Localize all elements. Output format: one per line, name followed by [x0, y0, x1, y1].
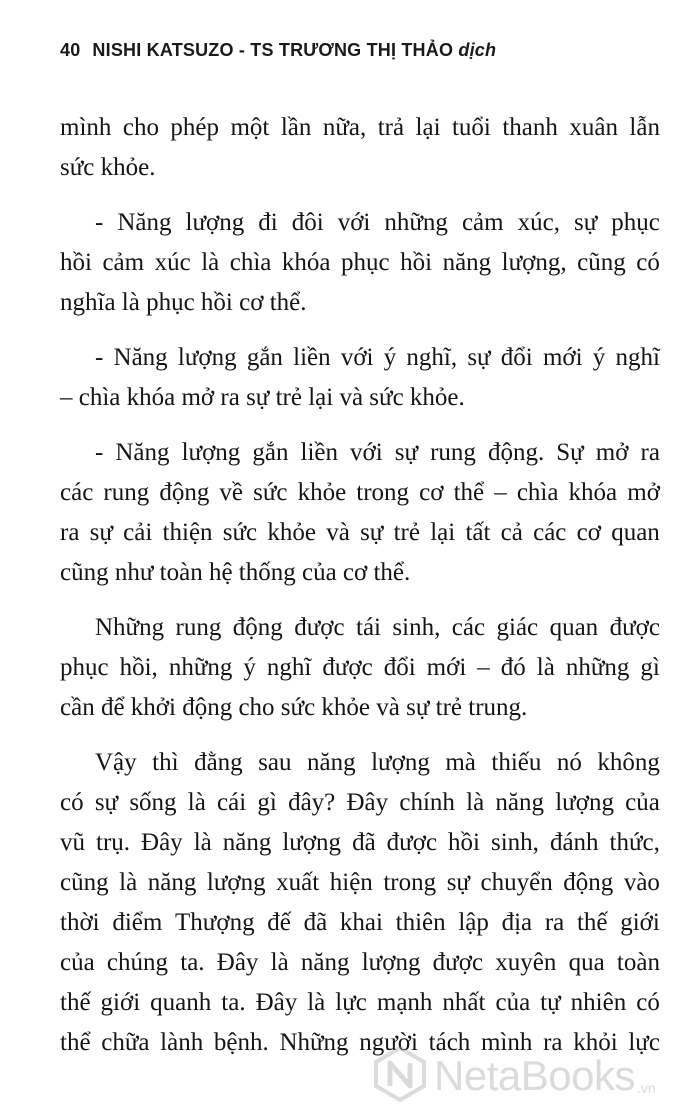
- text-line: thể chữa lành bệnh. Những người tách mình ra khỏi lực: [60, 1029, 660, 1056]
- text-line: các rung động về sức khỏe trong cơ thể – chìa khóa mở: [60, 479, 660, 506]
- text-line: - Năng lượng gắn liền với ý nghĩ, sự đổi mới ý nghĩ: [95, 344, 660, 371]
- text-line: của chúng ta. Đây là năng lượng được xuyên qua toàn: [60, 949, 660, 976]
- netabooks-logo-icon: [372, 1046, 428, 1107]
- paragraph-3: [60, 338, 660, 418]
- text-line: cũng như toàn hệ thống của cơ thể.: [60, 559, 411, 586]
- text-line: – chìa khóa mở ra sự trẻ lại và sức khỏe.: [60, 384, 465, 411]
- book-header-title: NISHI KATSUZO - TS TRƯƠNG THỊ THẢO: [92, 40, 454, 60]
- running-header: [60, 40, 496, 61]
- watermark-suffix: .vn: [636, 1080, 656, 1096]
- text-line: Vậy thì đằng sau năng lượng mà thiếu nó không: [95, 749, 660, 776]
- page-number: 40: [60, 40, 81, 60]
- text-line: sức khỏe.: [60, 154, 156, 181]
- text-line: thời điểm Thượng đế đã khai thiên lập địa ra thế giới: [60, 909, 660, 936]
- paragraph-4: [60, 433, 660, 593]
- text-line: Những rung động được tái sinh, các giác quan được: [95, 614, 660, 641]
- text-line: cần để khởi động cho sức khỏe và sự trẻ trung.: [60, 694, 528, 721]
- paragraph-5: [60, 608, 660, 728]
- text-line: vũ trụ. Đây là năng lượng đã được hồi sinh, đánh thức,: [60, 829, 660, 856]
- translator-role: dịch: [458, 40, 497, 60]
- text-line: - Năng lượng đi đôi với những cảm xúc, sự phục: [95, 209, 660, 236]
- text-line: ra sự cải thiện sức khỏe và sự trẻ lại tất cả các cơ quan: [60, 519, 660, 546]
- text-line: phục hồi, những ý nghĩ được đổi mới – đó là những gì: [60, 654, 660, 681]
- watermark-brand: NetaBooks: [434, 1052, 635, 1099]
- paragraph-6: [60, 743, 660, 1063]
- text-line: hồi cảm xúc là chìa khóa phục hồi năng lượng, cũng có: [60, 249, 660, 276]
- text-line: cũng là năng lượng xuất hiện trong sự chuyển động vào: [60, 869, 660, 896]
- paragraph-2: [60, 203, 660, 323]
- text-line: nghĩa là phục hồi cơ thể.: [60, 289, 307, 316]
- watermark: [372, 1046, 656, 1106]
- paragraph-1: [60, 108, 660, 188]
- text-line: mình cho phép một lần nữa, trả lại tuổi thanh xuân lẫn: [60, 114, 660, 141]
- text-line: có sự sống là cái gì đây? Đây chính là năng lượng của: [60, 789, 660, 816]
- page-body: [60, 108, 660, 1078]
- text-line: - Năng lượng gắn liền với sự rung động. Sự mở ra: [95, 439, 660, 466]
- text-line: thế giới quanh ta. Đây là lực mạnh nhất của tự nhiên có: [60, 989, 660, 1016]
